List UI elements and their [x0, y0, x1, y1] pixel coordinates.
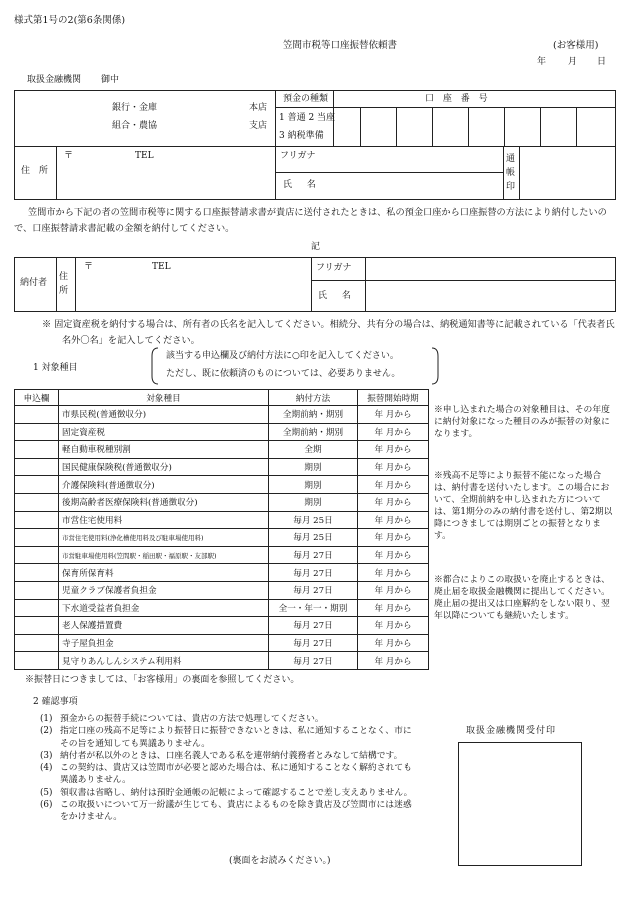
start-cell: 年 月から: [358, 511, 429, 529]
holder-furigana-label: フリガナ: [280, 151, 316, 161]
table-row: [15, 564, 429, 582]
method-cell: 毎月 27日: [269, 634, 358, 652]
reception-stamp-label: 取扱金融機関受付印: [466, 726, 557, 736]
item-cell: 市営駐車場使用料(笠間駅・稲田駅・福原駅・友部駅): [59, 546, 269, 564]
ki-label: 記: [311, 242, 321, 252]
apply-cell[interactable]: [15, 441, 59, 459]
table-row: [15, 617, 429, 635]
form-number: 様式第1号の2(第6条関係): [14, 15, 126, 26]
table-row: [15, 652, 429, 670]
account-number-label: 口 座 番 号: [425, 94, 491, 104]
apply-cell[interactable]: [15, 546, 59, 564]
start-cell: 年 月から: [358, 441, 429, 459]
apply-cell[interactable]: [15, 406, 59, 424]
table-row: [15, 493, 429, 511]
bank-types-top: 銀行・金庫: [112, 103, 158, 113]
holder-postal-mark: 〒: [64, 151, 74, 161]
item-cell: 老人保護措置費: [59, 617, 269, 635]
method-cell: 毎月 25日: [269, 529, 358, 547]
bank-types-bottom: 組合・農協: [112, 121, 158, 131]
start-cell: 年 月から: [358, 652, 429, 670]
start-cell: 年 月から: [358, 581, 429, 599]
branch-branch: 支店: [249, 121, 268, 131]
method-cell: 全期前納・期別: [269, 406, 358, 424]
confirmation-item: (1) 預金からの振替手続については、貴店の方法で処理してください。: [40, 714, 324, 724]
property-tax-note: ※ 固定資産税を納付する場合は、所有者の氏名を記入してください。相続分、共有分の場合は、納税通知書等に記載されている「代表者氏名外〇名」を記入してください。: [42, 319, 615, 346]
date-day-label: 日: [597, 57, 607, 67]
apply-cell[interactable]: [15, 458, 59, 476]
item-cell: 国民健康保険税(普通徴収分): [59, 458, 269, 476]
header-start: 振替開始時期: [358, 390, 429, 406]
table-header-row: [15, 390, 429, 406]
item-cell: 介護保険料(普通徴収分): [59, 476, 269, 494]
table-row: [15, 406, 429, 424]
date-month-label: 月: [568, 57, 578, 67]
table-row: [15, 599, 429, 617]
apply-cell[interactable]: [15, 634, 59, 652]
item-cell: 後期高齢者医療保険料(普通徴収分): [59, 493, 269, 511]
addressee-honorific: 御中: [101, 75, 120, 85]
side-note-1: ※申し込まれた場合の対象種目は、その年度に納付対象になった種目のみが振替の対象になります。: [434, 405, 610, 439]
item-cell: 保育所保育料: [59, 564, 269, 582]
apply-cell[interactable]: [15, 476, 59, 494]
taxpayer-tel-label: TEL: [152, 262, 171, 272]
addressee-bank: 取扱金融機関: [27, 75, 82, 85]
method-cell: 期別: [269, 493, 358, 511]
side-note-3: ※都合によりこの取扱いを廃止するときは、廃止届を取扱金融機関に提出してください。廃止届の提出又は口座解約をしない限り、翌年以降についても継続いたします。: [434, 575, 610, 621]
table-row: [15, 458, 429, 476]
side-note-2: ※残高不足等により振替不能になった場合は、納付書を送付いたします。この場合において、全期前納を申し込まれた方については、第1期分のみの納付書を送付し、第2期以降につきましては期別ごとの振替となります。: [434, 471, 613, 541]
section1-title: 1 対象種目: [33, 363, 78, 373]
table-row: [15, 634, 429, 652]
taxpayer-label: 納付者: [20, 278, 48, 288]
method-cell: 全一・年一・期別: [269, 599, 358, 617]
confirmation-item: (2) 指定口座の残高不足等により振替日に振替できないときは、私に通知することなく、市にその旨を通知しても異議ありません。: [40, 726, 412, 749]
start-cell: 年 月から: [358, 546, 429, 564]
transfer-date-note: ※振替日につきましては、「お客様用」の裏面を参照してください。: [25, 675, 300, 685]
table-row: [15, 529, 429, 547]
taxpayer-box: [14, 257, 616, 312]
start-cell: 年 月から: [358, 423, 429, 441]
method-cell: 毎月 27日: [269, 546, 358, 564]
apply-cell[interactable]: [15, 581, 59, 599]
table-row: [15, 546, 429, 564]
start-cell: 年 月から: [358, 634, 429, 652]
item-cell: 市営住宅使用料(浄化槽使用料及び駐車場使用料): [59, 529, 269, 547]
holder-address-label: 住 所: [21, 166, 51, 176]
reception-stamp-box: [458, 742, 582, 866]
start-cell: 年 月から: [358, 617, 429, 635]
section1-instruction-2: ただし、既に依頼済のものについては、必要ありません。: [166, 369, 401, 379]
apply-cell[interactable]: [15, 493, 59, 511]
branch-head-office: 本店: [249, 103, 268, 113]
item-cell: 固定資産税: [59, 423, 269, 441]
date-year-label: 年: [537, 57, 547, 67]
copy-label: (お客様用): [553, 40, 599, 51]
confirmation-item: (6) この取扱いについて万一紛議が生じても、貴店によるものを除き貴店及び笠間市には迷惑をかけません。: [40, 800, 412, 823]
taxpayer-address-label: 住所: [59, 272, 69, 296]
header-method: 納付方法: [269, 390, 358, 406]
taxpayer-name-label: 氏 名: [318, 291, 357, 301]
method-cell: 毎月 25日: [269, 511, 358, 529]
section1-instruction-1: 該当する申込欄及び納付方法に○印を記入してください。: [166, 351, 399, 361]
confirmation-item: (5) 領収書は省略し、納付は預貯金通帳の記帳によって確認することで差し支えありません。: [40, 787, 413, 798]
item-cell: 軽自動車税種別割: [59, 441, 269, 459]
method-cell: 期別: [269, 476, 358, 494]
start-cell: 年 月から: [358, 493, 429, 511]
deposit-type-label: 預金の種類: [283, 94, 329, 104]
apply-cell[interactable]: [15, 564, 59, 582]
form-title: 笠間市税等口座振替依頼書: [283, 40, 398, 51]
item-cell: 下水道受益者負担金: [59, 599, 269, 617]
start-cell: 年 月から: [358, 529, 429, 547]
method-cell: 毎月 27日: [269, 564, 358, 582]
start-cell: 年 月から: [358, 406, 429, 424]
apply-cell[interactable]: [15, 599, 59, 617]
header-item: 対象種目: [59, 390, 269, 406]
apply-cell[interactable]: [15, 529, 59, 547]
start-cell: 年 月から: [358, 458, 429, 476]
start-cell: 年 月から: [358, 599, 429, 617]
item-cell: 市県民税(普通徴収分): [59, 406, 269, 424]
method-cell: 毎月 27日: [269, 617, 358, 635]
apply-cell[interactable]: [15, 652, 59, 670]
method-cell: 毎月 27日: [269, 581, 358, 599]
item-cell: 児童クラブ保護者負担金: [59, 581, 269, 599]
table-row: [15, 441, 429, 459]
taxpayer-furigana-label: フリガナ: [316, 263, 352, 273]
table-row: [15, 581, 429, 599]
item-cell: 寺子屋負担金: [59, 634, 269, 652]
request-text: 笠間市から下記の者の笠間市税等に関する口座振替請求書が貴店に送付されたときは、私の預金口座から口座振替の方法により納付したいので、口座振替請求書記載の金額を納付してください。: [14, 207, 607, 234]
holder-tel-label: TEL: [135, 151, 154, 161]
apply-cell[interactable]: [15, 511, 59, 529]
apply-cell[interactable]: [15, 423, 59, 441]
section2-title: 2 確認事項: [33, 697, 78, 707]
confirmation-item: (4) この契約は、貴店又は笠間市が必要と認めた場合は、私に通知することなく解約されても異議ありません。: [40, 763, 412, 786]
seal-label: 通帳印: [506, 154, 516, 192]
item-cell: 市営住宅使用料: [59, 511, 269, 529]
method-cell: 全期前納・期別: [269, 423, 358, 441]
table-row: [15, 511, 429, 529]
target-items-table: [14, 389, 429, 670]
holder-name-label: 氏 名: [283, 180, 322, 190]
start-cell: 年 月から: [358, 564, 429, 582]
confirmation-list: [40, 713, 413, 824]
table-row: [15, 423, 429, 441]
method-cell: 全期: [269, 441, 358, 459]
header-apply: 申込欄: [15, 390, 59, 406]
method-cell: 毎月 27日: [269, 652, 358, 670]
deposit-options-2: 3 納税準備: [279, 131, 324, 141]
table-row: [15, 476, 429, 494]
item-cell: 見守りあんしんシステム利用料: [59, 652, 269, 670]
back-side-note: (裏面をお読みください。): [229, 856, 331, 866]
confirmation-item: (3) 納付者が私以外のときは、口座名義人である私を連帯納付義務者とみなして結構です。: [40, 750, 403, 761]
start-cell: 年 月から: [358, 476, 429, 494]
apply-cell[interactable]: [15, 617, 59, 635]
taxpayer-postal-mark: 〒: [84, 262, 94, 272]
deposit-options-1: 1 普通 2 当座: [279, 113, 336, 123]
method-cell: 期別: [269, 458, 358, 476]
